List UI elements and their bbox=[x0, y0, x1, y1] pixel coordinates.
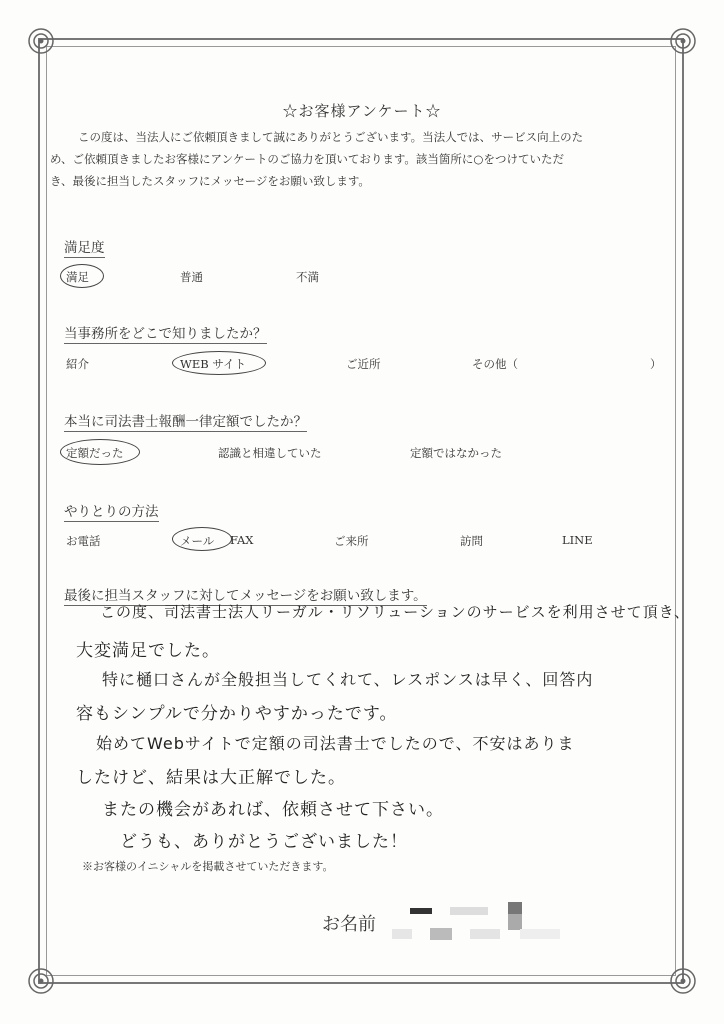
survey-title: ☆お客様アンケート☆ bbox=[282, 102, 442, 120]
handwritten-message-line: したけど、結果は大正解でした。 bbox=[76, 768, 346, 788]
intro-line: き、最後に担当したスタッフにメッセージをお願い致します。 bbox=[50, 174, 370, 188]
option-average[interactable]: 普通 bbox=[180, 270, 203, 284]
handwritten-message-line: 特に樋口さんが全般担当してくれて、レスポンスは早く、回答内 bbox=[102, 670, 594, 689]
handwritten-message-line: どうも、ありがとうございました！ bbox=[120, 832, 408, 852]
option-website[interactable]: WEB サイト bbox=[180, 357, 247, 371]
contact-method-heading: やりとりの方法 bbox=[64, 500, 159, 522]
option-neighborhood[interactable]: ご近所 bbox=[346, 357, 381, 371]
corner-ornament-icon bbox=[26, 966, 56, 996]
intro-text bbox=[50, 126, 660, 192]
option-satisfied[interactable]: 満足 bbox=[66, 270, 89, 284]
corner-ornament-icon bbox=[668, 966, 698, 996]
handwritten-message-line: この度、司法書士法人リーガル・リソリューションのサービスを利用させて頂き、 bbox=[100, 603, 691, 621]
intro-line: め、ご依頼頂きましたお客様にアンケートのご協力を頂いております。該当箇所に○をつけていただ bbox=[50, 152, 564, 166]
option-fixed[interactable]: 定額だった bbox=[66, 446, 124, 460]
satisfaction-heading: 満足度 bbox=[64, 236, 105, 258]
initials-note: ※お客様のイニシャルを掲載させていただきます。 bbox=[82, 860, 334, 873]
option-fax[interactable]: FAX bbox=[230, 533, 254, 547]
option-line[interactable]: LINE bbox=[562, 533, 593, 547]
option-other-close: ） bbox=[650, 357, 662, 371]
fixed-fee-heading: 本当に司法書士報酬一律定額でしたか？ bbox=[64, 410, 307, 432]
corner-ornament-icon bbox=[26, 26, 56, 56]
option-not-fixed[interactable]: 定額ではなかった bbox=[410, 446, 502, 460]
handwritten-message-line: 容もシンプルで分かりやすかったです。 bbox=[76, 704, 398, 724]
handwritten-message-line: またの機会があれば、依頼させて下さい。 bbox=[102, 800, 444, 820]
option-other[interactable]: その他（ bbox=[472, 357, 518, 371]
name-label: お名前 bbox=[322, 914, 376, 935]
intro-line: この度は、当法人にご依頼頂きまして誠にありがとうございます。当法人では、サービス向上のた bbox=[78, 130, 584, 144]
option-different[interactable]: 認識と相違していた bbox=[218, 446, 322, 460]
option-visit-office[interactable]: ご来所 bbox=[334, 534, 369, 548]
how-found-heading: 当事務所をどこで知りましたか？ bbox=[64, 322, 267, 344]
option-home-visit[interactable]: 訪問 bbox=[460, 534, 483, 548]
option-unsatisfied[interactable]: 不満 bbox=[296, 270, 319, 284]
option-phone[interactable]: お電話 bbox=[66, 534, 101, 548]
corner-ornament-icon bbox=[668, 26, 698, 56]
message-heading: 最後に担当スタッフに対してメッセージをお願い致します。 bbox=[64, 584, 427, 606]
handwritten-message-line: 大変満足でした。 bbox=[76, 641, 220, 661]
handwritten-message-line: 始めてWebサイトで定額の司法書士でしたので、不安はありま bbox=[96, 734, 575, 753]
option-mail[interactable]: メール bbox=[180, 534, 215, 548]
option-referral[interactable]: 紹介 bbox=[66, 357, 89, 371]
